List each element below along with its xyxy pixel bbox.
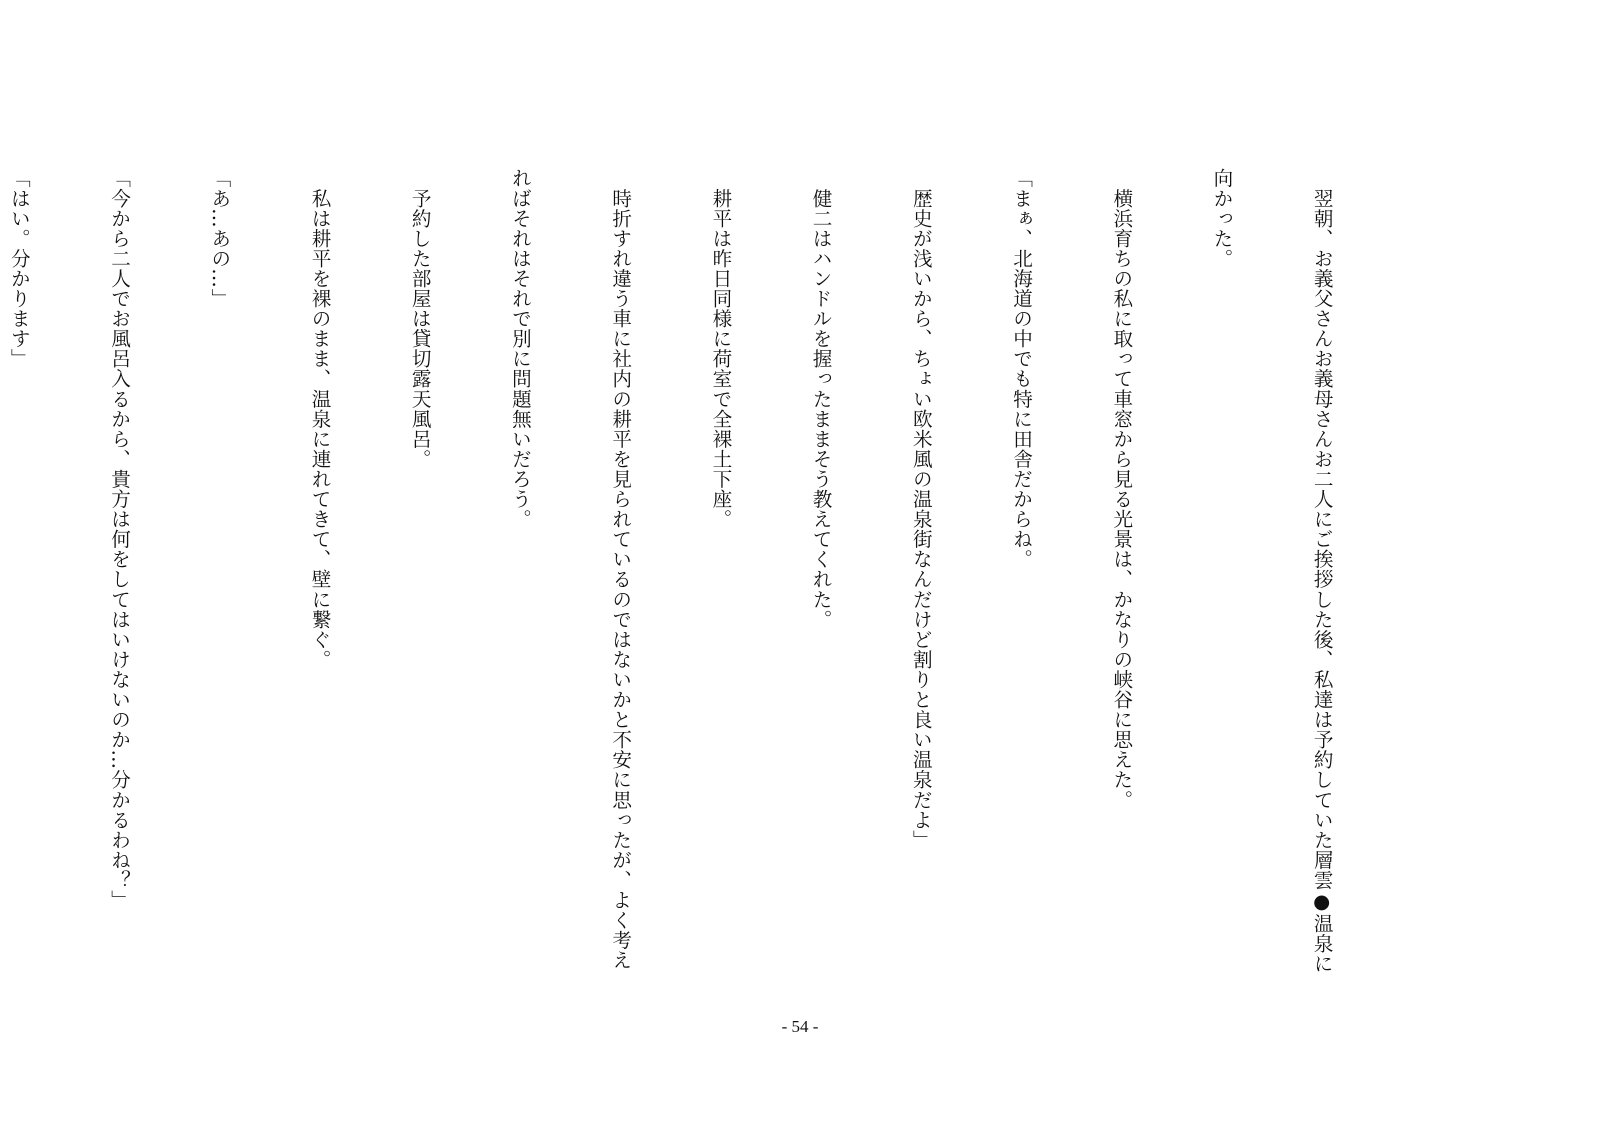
text-line: 私は耕平を裸のまま、温泉に連れてきて、壁に繋ぐ。 xyxy=(308,168,331,670)
page-number: - 54 - xyxy=(781,1017,819,1036)
text-line: 歴史が浅いから、ちょい欧米風の温泉街なんだけど割りと良い温泉だよ」 xyxy=(909,168,933,850)
text-line: 時折すれ違う車に社内の耕平を見られているのではないかと不安に思ったが、よく考え xyxy=(608,168,632,970)
text-line: 耕平は昨日同様に荷室で全裸土下座。 xyxy=(708,168,732,529)
text-line: ればそれはそれで別に問題無いだろう。 xyxy=(508,168,532,529)
text-line: 横浜育ちの私に取って車窓から見る光景は、かなりの峡谷に思えた。 xyxy=(1109,168,1133,810)
text-line: 予約した部屋は貸切露天風呂。 xyxy=(408,168,432,469)
text-line: 健二はハンドルを握ったままそう教えてくれた。 xyxy=(809,168,833,630)
vertical-text-body xyxy=(0,168,1405,988)
text-line: 「はい。分かります」 xyxy=(7,168,31,369)
text-line: 「まぁ、北海道の中でも特に田舎だからね。 xyxy=(1009,168,1033,569)
text-line: 「今から二人でお風呂入るから、貴方は何をしてはいけないのか…分かるわね？」 xyxy=(107,168,131,910)
text-line: 「あ…あの…」 xyxy=(207,168,231,309)
text-line: 翌朝、お義父さんお義母さんお二人にご挨拶した後、私達は予約していた層雲●温泉に xyxy=(1310,168,1334,974)
text-line: 向かった。 xyxy=(1209,168,1233,269)
